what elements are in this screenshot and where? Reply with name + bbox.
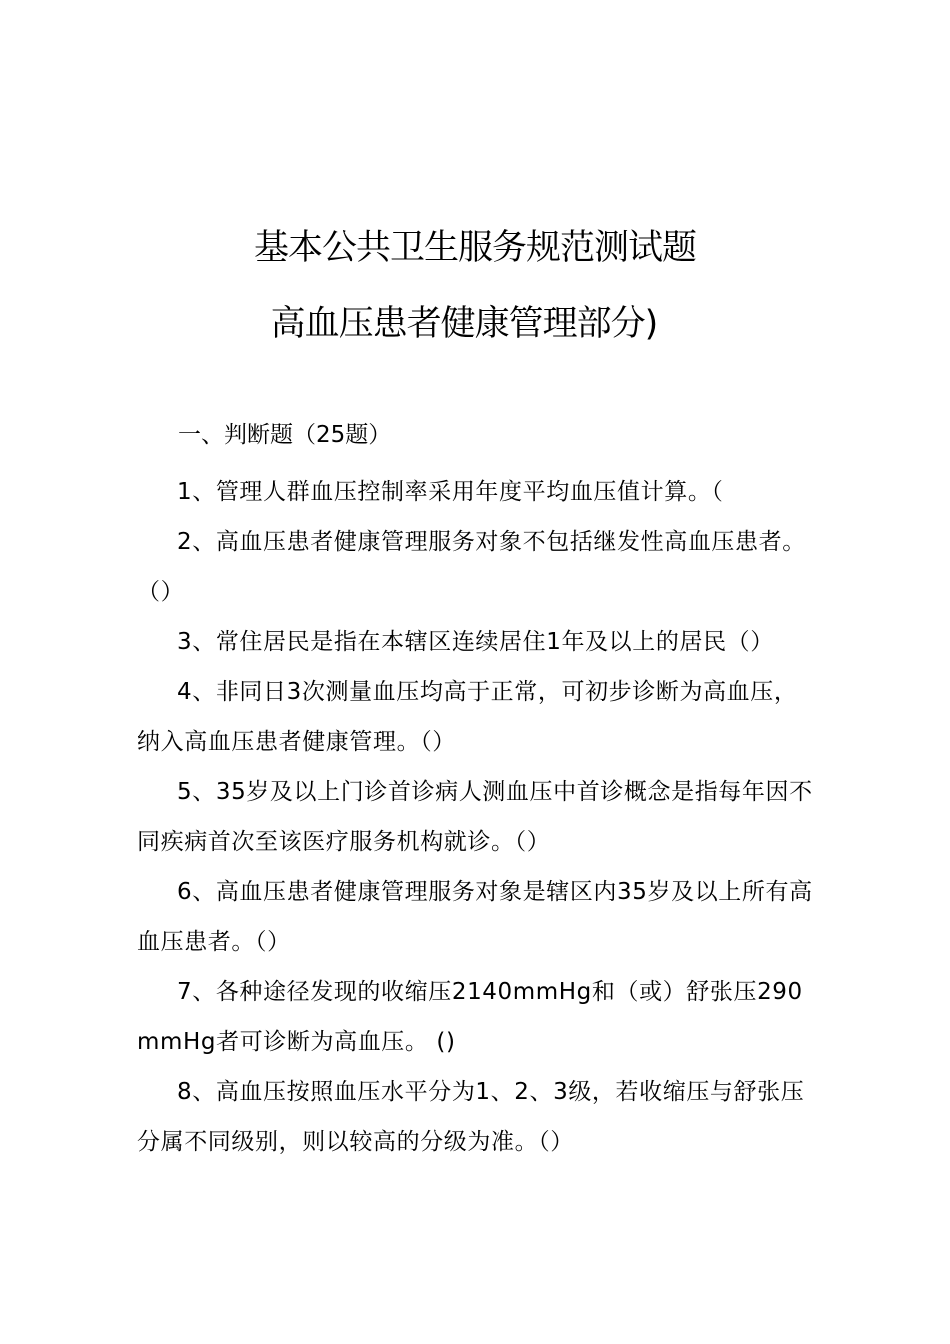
question-5: 5、35岁及以上门诊首诊病人测血压中首诊概念是指每年因不同疾病首次至该医疗服务机构就诊。（） <box>137 779 813 855</box>
section-heading: 一、判断题（25题） <box>178 422 392 448</box>
question-7: 7、各种途径发现的收缩压2140mmHg和（或）舒张压290mmHg者可诊断为高血压。 () <box>137 979 803 1055</box>
question-2: 2、高血压患者健康管理服务对象不包括继发性高血压患者。（） <box>137 529 806 605</box>
question-1: 1、管理人群血压控制率采用年度平均血压值计算。（ <box>177 479 724 505</box>
question-6: 6、高血压患者健康管理服务对象是辖区内35岁及以上所有高血压患者。（） <box>137 879 813 955</box>
question-list <box>137 467 817 1167</box>
question-3: 3、常住居民是指在本辖区连续居住1年及以上的居民（） <box>177 629 774 655</box>
page-subtitle: 高血压患者健康管理部分) <box>270 304 658 344</box>
page-title: 基本公共卫生服务规范测试题 <box>253 228 696 268</box>
question-8: 8、高血压按照血压水平分为1、2、3级，若收缩压与舒张压分属不同级别，则以较高的分级为准。（） <box>137 1079 805 1155</box>
question-4: 4、非同日3次测量血压均高于正常，可初步诊断为高血压，纳入高血压患者健康管理。（） <box>137 679 798 755</box>
